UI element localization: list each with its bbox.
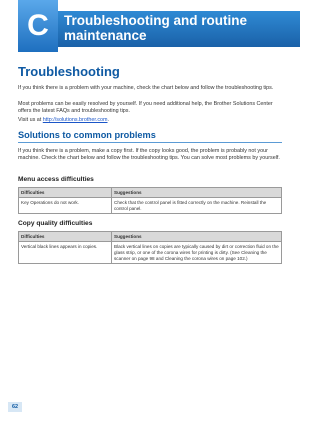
table-header-row xyxy=(19,188,282,198)
page-number: 62 xyxy=(8,402,22,412)
visit-text: Visit us at xyxy=(18,117,43,123)
table-cell-suggestion: Black vertical lines on copies are typically caused by dirt or correction fluid on the glass strip, or one of the corona wires for printing is dirty. (See Cleaning the scanner on page 98 and Cleaning the corona wires on page 102.) xyxy=(112,242,282,264)
table-row xyxy=(19,198,282,214)
table-cell-difficulty: Key Operations do not work. xyxy=(19,198,112,214)
table-header-difficulties: Difficulties xyxy=(19,232,112,242)
solutions-link[interactable]: http://solutions.brother.com xyxy=(42,117,108,123)
chapter-header xyxy=(0,0,300,52)
table-header-row xyxy=(19,232,282,242)
page-title: Troubleshooting xyxy=(18,64,120,79)
section-title-solutions: Solutions to common problems xyxy=(18,130,282,143)
table-header-suggestions: Suggestions xyxy=(112,232,282,242)
table-header-suggestions: Suggestions xyxy=(112,188,282,198)
table-row xyxy=(19,242,282,264)
intro-paragraph-1: If you think there is a problem with your machine, check the chart below and follow the troubleshooting tips. xyxy=(18,85,274,91)
visit-suffix: . xyxy=(107,117,110,123)
menu-access-table xyxy=(18,187,282,214)
intro-paragraph-2: Most problems can be easily resolved by yourself. If you need additional help, the Brother Solutions Center offers the latest FAQs and troubleshooting tips. xyxy=(18,101,273,115)
solutions-paragraph: If you think there is a problem, make a copy first. If the copy looks good, the problem is probably not your machine. Check the chart below and follow the troubleshooting tips. You can solve most problems by yourself. xyxy=(18,148,280,162)
chapter-title: Troubleshooting and routine maintenance xyxy=(64,13,247,43)
intro-paragraph-3 xyxy=(18,117,282,124)
table-cell-difficulty: Vertical black lines appears in copies. xyxy=(19,242,112,264)
chapter-letter: C xyxy=(18,0,58,52)
table-cell-suggestion: Check that the control panel is fitted correctly on the machine. Reinstall the control panel. xyxy=(112,198,282,214)
copy-quality-table xyxy=(18,231,282,264)
table-header-difficulties: Difficulties xyxy=(19,188,112,198)
menu-access-heading: Menu access difficulties xyxy=(18,176,94,183)
copy-quality-heading: Copy quality difficulties xyxy=(18,220,93,227)
